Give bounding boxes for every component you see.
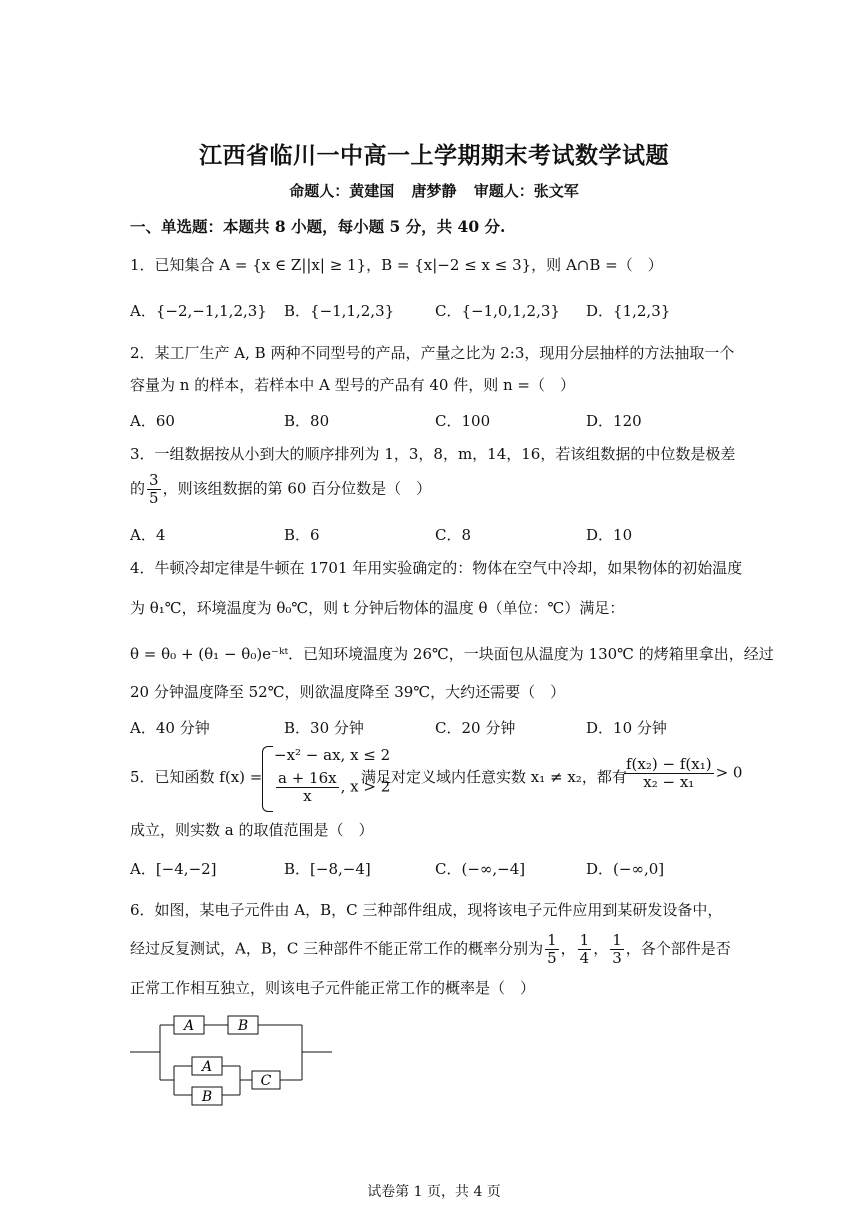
- q5-case-1: −x² − ax, x ≤ 2: [274, 746, 391, 764]
- q5-ratio-den: x₂ − x₁: [643, 773, 695, 791]
- q5-option-d: D．(−∞,0]: [586, 860, 665, 878]
- q4-option-a: A．40 分钟: [130, 719, 210, 737]
- q5-case2-num: a + 16x: [278, 769, 337, 787]
- q6-prob-a-den: 5: [547, 949, 557, 967]
- q3-frac-den: 5: [149, 489, 159, 507]
- q3-option-c: C．8: [435, 526, 472, 544]
- q2-option-c: C．100: [435, 412, 491, 430]
- exam-title: 江西省临川一中高一上学期期末考试数学试题: [199, 142, 669, 169]
- question-3-line-1: 3．一组数据按从小到大的顺序排列为 1，3，8，m，14，16，若该组数据的中位数是极差: [130, 445, 736, 463]
- question-4-line-2: 为 θ₁℃，环境温度为 θ₀℃，则 t 分钟后物体的温度 θ（单位：℃）满足：: [130, 599, 625, 617]
- q3-frac-num: 3: [149, 471, 159, 489]
- question-1: 1．已知集合 A = {x ∈ Z||x| ≥ 1}，B = {x|−2 ≤ x ≤ 3}，则 A∩B =（ ）: [130, 256, 663, 274]
- q5-case2-frac: [276, 770, 339, 805]
- setter-1: 命题人：黄建国: [289, 182, 395, 200]
- q3-line2-pre: 的: [130, 479, 146, 498]
- question-3-line-2: [130, 472, 431, 507]
- q4-option-d: D．10 分钟: [586, 719, 667, 737]
- question-6-line-3: 正常工作相互独立，则该电子元件能正常工作的概率是（ ）: [130, 979, 536, 997]
- question-2-line-1: 2．某工厂生产 A, B 两种不同型号的产品，产量之比为 2:3，现用分层抽样的方法抽取一个: [130, 344, 735, 362]
- q2-option-d: D．120: [586, 412, 642, 430]
- question-4-line-4: 20 分钟温度降至 52℃，则欲温度降至 39℃，大约还需要（ ）: [130, 683, 566, 701]
- q6-prob-c: [610, 932, 624, 967]
- q6-line2-pre: 经过反复测试，A，B，C 三种部件不能正常工作的概率分别为: [130, 939, 544, 958]
- q5-ratio: [622, 756, 742, 791]
- q3-option-d: D．10: [586, 526, 633, 544]
- question-6-line-2: 经过反复测试，A，B，C 三种部件不能正常工作的概率分别为 $\frac{1}{5}$ ， $\frac{1}{4}$ ， $\frac{1}{3}$ ，各个部件是否: [130, 931, 731, 967]
- q6-prob-b-num: 1: [579, 931, 590, 949]
- q6-prob-a: [545, 932, 559, 967]
- label-a-bottom: A: [201, 1059, 213, 1075]
- q5-option-a: A．[−4,−2]: [130, 860, 217, 878]
- section-heading: 一、单选题：本题共 8 小题，每小题 5 分，共 40 分.: [130, 217, 506, 236]
- q6-prob-a-num: 1: [547, 931, 557, 949]
- question-6-line-1: 6．如图，某电子元件由 A，B，C 三种部件组成，现将该电子元件应用到某研发设备中，: [130, 901, 723, 919]
- q5-condition: 满足对定义域内任意实数 x₁ ≠ x₂，都有: [361, 768, 627, 786]
- question-5-line-2: 成立，则实数 a 的取值范围是（ ）: [130, 821, 374, 839]
- exam-authors: [0, 180, 868, 201]
- q4-option-b: B．30 分钟: [284, 719, 364, 737]
- q5-ratio-tail: > 0: [715, 763, 743, 782]
- q3-fraction: [147, 472, 161, 507]
- label-c: C: [260, 1073, 272, 1089]
- label-b-top: B: [237, 1018, 249, 1034]
- q5-case2-tail: , x > 2: [340, 777, 391, 796]
- q6-prob-b: [578, 932, 592, 967]
- page-footer: 试卷第 1 页，共 4 页: [367, 1184, 501, 1200]
- q2-option-a: A．60: [130, 412, 175, 430]
- q1-option-d: D．{1,2,3}: [586, 302, 671, 320]
- q5-ratio-frac: [624, 756, 714, 791]
- q6-prob-c-num: 1: [612, 931, 622, 949]
- label-b-bottom: B: [201, 1089, 213, 1105]
- q5-ratio-num: f(x₂) − f(x₁): [626, 755, 712, 773]
- q1-option-a: A．{−2,−1,1,2,3}: [130, 302, 267, 320]
- q2-option-b: B．80: [284, 412, 330, 430]
- question-4-line-1: 4．牛顿冷却定律是牛顿在 1701 年用实验确定的：物体在空气中冷却，如果物体的初始温度: [130, 559, 743, 577]
- setter-2: 唐梦静: [411, 182, 457, 200]
- q5-piecewise-brace: [262, 746, 273, 812]
- q4-option-c: C．20 分钟: [435, 719, 516, 737]
- q3-option-b: B．6: [284, 526, 320, 544]
- label-a-top: A: [183, 1018, 195, 1034]
- q1-option-b: B．{−1,1,2,3}: [284, 302, 395, 320]
- q5-option-b: B．[−8,−4]: [284, 860, 371, 878]
- q6-prob-c-den: 3: [612, 949, 622, 967]
- q3-line2-post: ，则该组数据的第 60 百分位数是（ ）: [162, 479, 432, 498]
- q6-line2-post: ，各个部件是否: [625, 939, 731, 958]
- reviewer: 审题人：张文军: [473, 182, 579, 200]
- q5-option-c: C．(−∞,−4]: [435, 860, 526, 878]
- q1-option-c: C．{−1,0,1,2,3}: [435, 302, 560, 320]
- q6-prob-b-den: 4: [579, 949, 590, 967]
- q5-case2-den: x: [303, 787, 312, 805]
- circuit-diagram: [130, 1010, 340, 1110]
- question-4-line-3: θ = θ₀ + (θ₁ − θ₀)e⁻ᵏᵗ．已知环境温度为 26℃，一块面包从温度为 130℃ 的烤箱里拿出，经过: [130, 645, 774, 663]
- question-2-line-2: 容量为 n 的样本，若样本中 A 型号的产品有 40 件，则 n =（ ）: [130, 376, 575, 394]
- q3-option-a: A．4: [130, 526, 166, 544]
- question-5-pre: 5．已知函数 f(x) =: [130, 768, 263, 786]
